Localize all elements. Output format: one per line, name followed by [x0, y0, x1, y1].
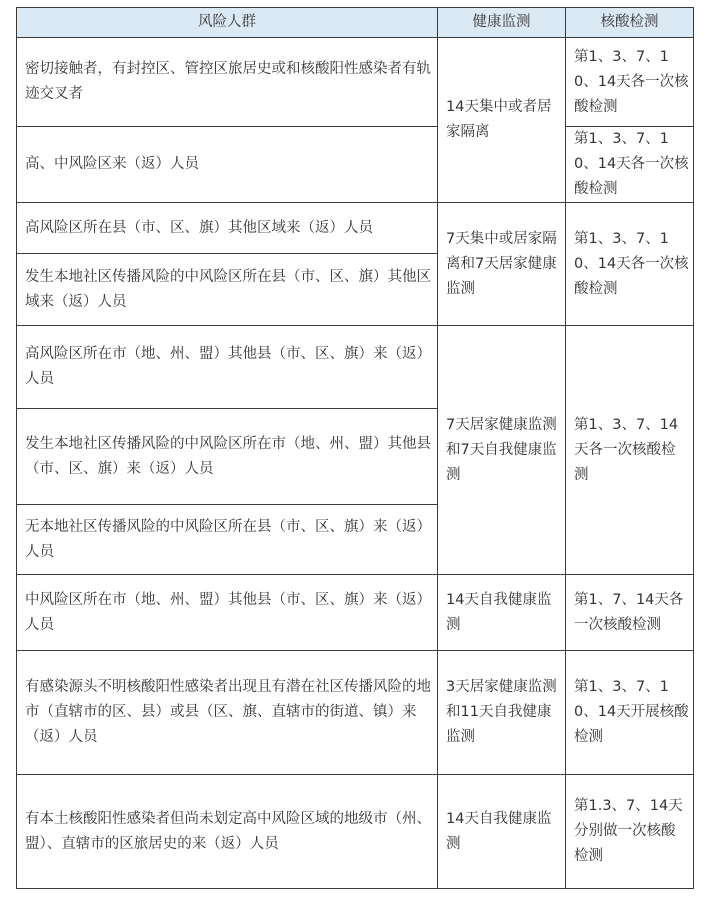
nucleic-test-cell: 第1、7、14天各一次核酸检测 — [566, 575, 694, 651]
nucleic-test-cell: 第1、3、7、14天各一次核酸检测 — [566, 326, 694, 575]
risk-group-cell: 发生本地社区传播风险的中风险区所在县（市、区、旗）其他区域来（返）人员 — [17, 254, 438, 326]
health-monitoring-cell: 3天居家健康监测和11天自我健康监测 — [438, 651, 566, 775]
nucleic-test-cell: 第1、3、7、10、14天开展核酸检测 — [566, 651, 694, 775]
health-monitoring-cell: 7天集中或居家隔离和7天居家健康监测 — [438, 203, 566, 326]
risk-group-cell: 高、中风险区来（返）人员 — [17, 127, 438, 203]
table-row — [17, 575, 694, 651]
table-row — [17, 651, 694, 775]
risk-group-cell: 高风险区所在市（地、州、盟）其他县（市、区、旗）来（返）人员 — [17, 326, 438, 409]
table-row — [17, 326, 694, 409]
risk-group-cell: 高风险区所在县（市、区、旗）其他区域来（返）人员 — [17, 203, 438, 254]
table-row — [17, 127, 694, 203]
risk-group-cell: 有感染源头不明核酸阳性感染者出现且有潜在社区传播风险的地市（直辖市的区、县）或县（区、旗、直辖市的街道、镇）来（返）人员 — [17, 651, 438, 775]
risk-group-cell: 中风险区所在市（地、州、盟）其他县（市、区、旗）来（返）人员 — [17, 575, 438, 651]
nucleic-test-cell: 第1、3、7、10、14天各一次核酸检测 — [566, 127, 694, 203]
risk-group-cell: 密切接触者，有封控区、管控区旅居史或和核酸阳性感染者有轨迹交叉者 — [17, 38, 438, 127]
table-row — [17, 203, 694, 254]
health-monitoring-cell: 14天自我健康监测 — [438, 575, 566, 651]
risk-group-table — [16, 7, 694, 889]
nucleic-test-cell: 第1、3、7、10、14天各一次核酸检测 — [566, 38, 694, 127]
health-monitoring-cell: 14天自我健康监测 — [438, 775, 566, 889]
risk-group-cell: 有本土核酸阳性感染者但尚未划定高中风险区域的地级市（州、盟）、直辖市的区旅居史的来（返）人员 — [17, 775, 438, 889]
header-health-monitoring: 健康监测 — [438, 8, 566, 38]
header-nucleic-test: 核酸检测 — [566, 8, 694, 38]
health-monitoring-cell: 14天集中或者居家隔离 — [438, 38, 566, 203]
nucleic-test-cell: 第1.3、7、14天分别做一次核酸检测 — [566, 775, 694, 889]
risk-group-cell: 无本地社区传播风险的中风险区所在县（市、区、旗）来（返）人员 — [17, 505, 438, 575]
risk-group-cell: 发生本地社区传播风险的中风险区所在市（地、州、盟）其他县（市、区、旗）来（返）人员 — [17, 409, 438, 505]
table-row — [17, 38, 694, 127]
table-row — [17, 775, 694, 889]
nucleic-test-cell: 第1、3、7、10、14天各一次核酸检测 — [566, 203, 694, 326]
table-header-row — [17, 8, 694, 38]
header-risk-group: 风险人群 — [17, 8, 438, 38]
health-monitoring-cell: 7天居家健康监测和7天自我健康监测 — [438, 326, 566, 575]
